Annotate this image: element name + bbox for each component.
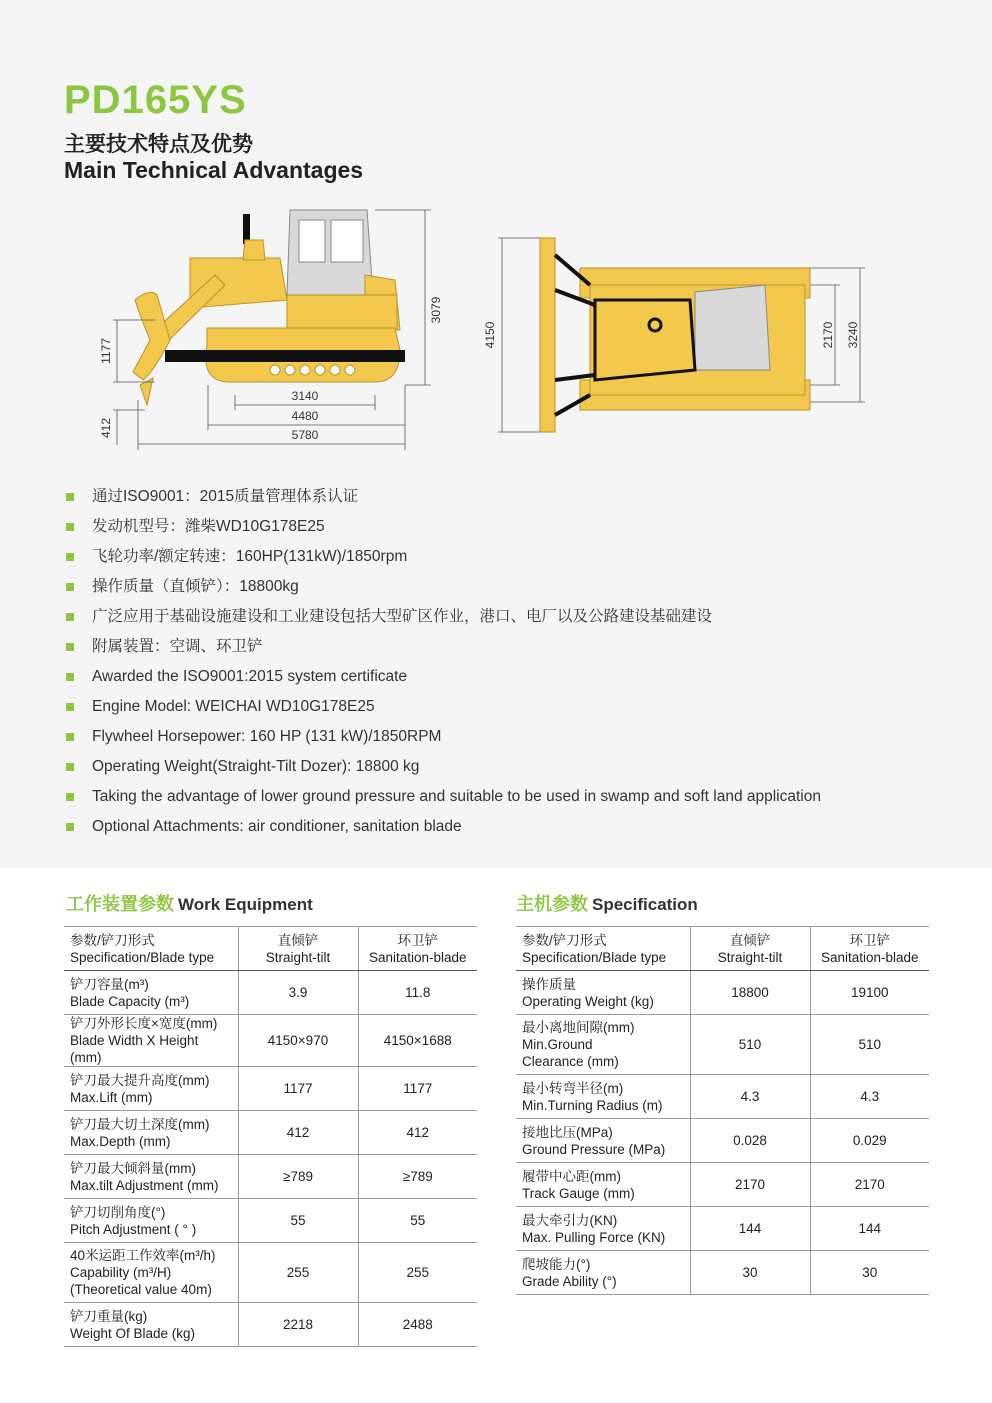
bullet-square-icon (66, 643, 74, 651)
bullet-square-icon (66, 523, 74, 531)
top-view-drawing (480, 230, 870, 440)
table-row: 最小转弯半径(m) Min.Turning Radius (m) 4.3 4.3 (516, 1075, 929, 1119)
top-hood (595, 300, 695, 380)
dim-blade-width: 4150 (483, 321, 497, 349)
feature-item: 发动机型号：潍柴WD10G178E25 (66, 515, 821, 545)
dim-height-total: 3079 (429, 296, 443, 324)
table-row: 铲刀最大倾斜量(mm) Max.tilt Adjustment (mm) ≥789 ≥789 (64, 1155, 477, 1199)
table-row: 铲刀最大切土深度(mm) Max.Depth (mm) 412 412 (64, 1111, 477, 1155)
bullet-square-icon (66, 583, 74, 591)
dim-track-overall: 4480 (291, 409, 319, 423)
table-row: 铲刀重量(kg) Weight Of Blade (kg) 2218 2488 (64, 1303, 477, 1347)
feature-item: 附属装置：空调、环卫铲 (66, 635, 821, 665)
dim-track-gauge: 2170 (821, 321, 835, 349)
bullet-square-icon (66, 823, 74, 831)
table-row: 铲刀容量(m³) Blade Capacity (m³) 3.9 11.8 (64, 971, 477, 1015)
feature-item: Optional Attachments: air conditioner, sanitation blade (66, 815, 821, 845)
header-col2: 环卫铲 Sanitation-blade (810, 927, 929, 971)
dim-depth: 412 (99, 417, 113, 439)
dim-overall-width: 3240 (846, 321, 860, 349)
feature-item: 广泛应用于基础设施建设和工业建设包括大型矿区作业，港口、电厂以及公路建设基础建设 (66, 605, 821, 635)
top-cab (695, 285, 770, 370)
table-row: 铲刀外形长度×宽度(mm) Blade Width X Height (mm) 4150×970 4150×1688 (64, 1015, 477, 1067)
model-title: PD165YS (64, 78, 247, 122)
bullet-square-icon (66, 763, 74, 771)
table-header-row (64, 927, 477, 971)
table-row: 铲刀最大提升高度(mm) Max.Lift (mm) 1177 1177 (64, 1067, 477, 1111)
bullet-square-icon (66, 553, 74, 561)
header-param: 参数/铲刀形式 Specification/Blade type (64, 927, 238, 971)
table-row: 履带中心距(mm) Track Gauge (mm) 2170 2170 (516, 1163, 929, 1207)
feature-item: Operating Weight(Straight-Tilt Dozer): 18800 kg (66, 755, 821, 785)
table-row: 爬坡能力(°) Grade Ability (°) 30 30 (516, 1251, 929, 1295)
side-view-drawing (95, 200, 455, 455)
work-equipment-table (64, 926, 477, 1347)
top-blade (540, 238, 555, 432)
feature-item: 操作质量（直倾铲）：18800kg (66, 575, 821, 605)
specification-title: 主机参数 Specification (516, 894, 698, 914)
table-row: 最大牵引力(KN) Max. Pulling Force (KN) 144 144 (516, 1207, 929, 1251)
advantages-title-en: Main Technical Advantages (64, 157, 364, 183)
feature-item: Engine Model: WEICHAI WD10G178E25 (66, 695, 821, 725)
header-param: 参数/铲刀形式 Specification/Blade type (516, 927, 690, 971)
bullet-square-icon (66, 793, 74, 801)
bullet-square-icon (66, 733, 74, 741)
table-row: 接地比压(MPa) Ground Pressure (MPa) 0.028 0.029 (516, 1119, 929, 1163)
dozer-blade (133, 292, 170, 380)
header-col2: 环卫铲 Sanitation-blade (358, 927, 477, 971)
bullet-square-icon (66, 703, 74, 711)
feature-item: 通过ISO9001：2015质量管理体系认证 (66, 485, 821, 515)
feature-item: 飞轮功率/额定转速：160HP(131kW)/1850rpm (66, 545, 821, 575)
dim-lift: 1177 (99, 338, 113, 364)
feature-list (66, 485, 821, 845)
dim-track-length: 3140 (291, 389, 319, 403)
table-row: 铲刀切削角度(°) Pitch Adjustment ( ° ) 55 55 (64, 1199, 477, 1243)
feature-item: Awarded the ISO9001:2015 system certificate (66, 665, 821, 695)
header-col1: 直倾铲 Straight-tilt (690, 927, 810, 971)
header-col1: 直倾铲 Straight-tilt (238, 927, 358, 971)
bullet-square-icon (66, 493, 74, 501)
specification-table (516, 926, 929, 1295)
feature-item: Taking the advantage of lower ground pressure and suitable to be used in swamp and soft land application (66, 785, 821, 815)
feature-item: Flywheel Horsepower: 160 HP (131 kW)/1850RPM (66, 725, 821, 755)
advantages-title-zh: 主要技术特点及优势 (64, 132, 253, 156)
table-row: 操作质量 Operating Weight (kg) 18800 19100 (516, 971, 929, 1015)
bullet-square-icon (66, 673, 74, 681)
work-equipment-title: 工作装置参数 Work Equipment (66, 894, 313, 914)
table-row: 最小离地间隙(mm) Min.Ground Clearance (mm) 510 510 (516, 1015, 929, 1075)
dim-overall-length: 5780 (291, 428, 319, 442)
bullet-square-icon (66, 613, 74, 621)
table-header-row (516, 927, 929, 971)
table-row: 40米运距工作效率(m³/h) Capability (m³/H) (Theoretical value 40m) 255 255 (64, 1243, 477, 1303)
